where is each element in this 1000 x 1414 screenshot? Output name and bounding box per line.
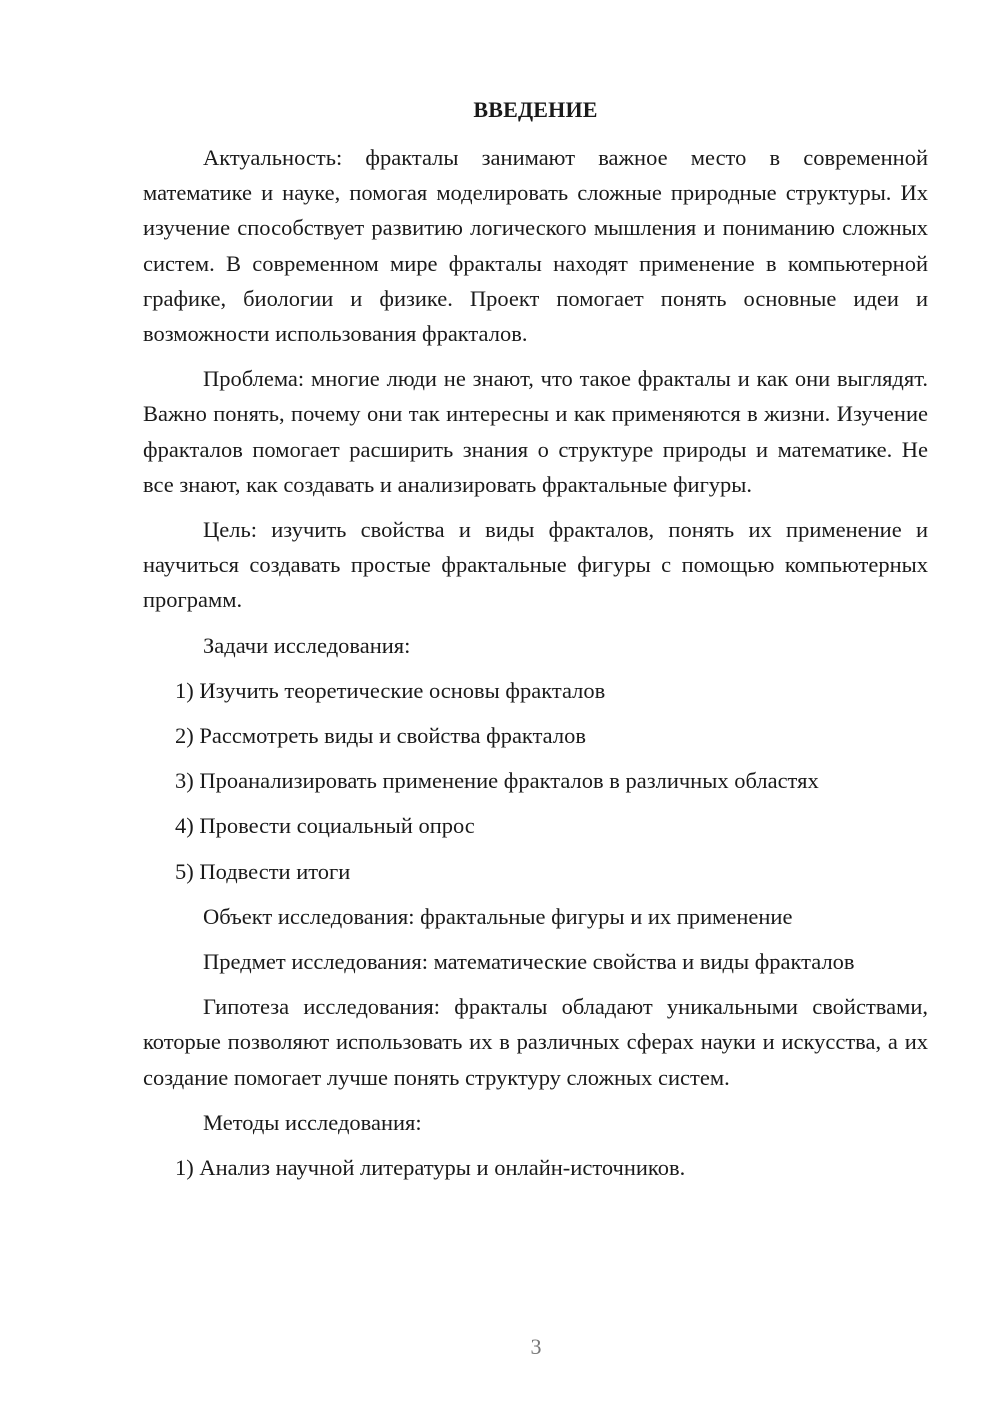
method-item: 1) Анализ научной литературы и онлайн-источников. <box>175 1155 686 1181</box>
task-item: 2) Рассмотреть виды и свойства фракталов <box>175 723 586 749</box>
research-object: Объект исследования: фрактальные фигуры и их применение <box>203 903 793 929</box>
relevance-paragraph: Актуальность: фракталы занимают важное место в современной математике и науке, помогая моделировать сложные природные структуры. Их изучение способствует развитию логического мышления и пониманию сложных систем. В современном мире фракталы находят применение в компьютерной графике, биологии и физике. Проект помогает понять основные идеи и возможности использования фракталов. <box>143 145 928 347</box>
document-body <box>143 94 928 1195</box>
task-item: 5) Подвести итоги <box>175 858 351 884</box>
section-title: ВВЕДЕНИЕ <box>473 97 598 122</box>
page-number: 3 <box>530 1334 542 1359</box>
task-item: 1) Изучить теоретические основы фракталов <box>175 677 606 703</box>
research-subject: Предмет исследования: математические свойства и виды фракталов <box>203 949 855 975</box>
goal-paragraph: Цель: изучить свойства и виды фракталов, понять их применение и научиться создавать простые фрактальные фигуры с помощью компьютерных программ. <box>143 517 928 613</box>
methods-heading: Методы исследования: <box>203 1109 422 1135</box>
task-item: 4) Провести социальный опрос <box>175 813 475 839</box>
hypothesis-paragraph: Гипотеза исследования: фракталы обладают уникальными свойствами, которые позволяют использовать их в различных сферах науки и искусства, а их создание помогает лучше понять структуру сложных систем. <box>143 994 928 1090</box>
tasks-heading: Задачи исследования: <box>203 632 411 658</box>
problem-paragraph: Проблема: многие люди не знают, что такое фракталы и как они выглядят. Важно понять, почему они так интересны и как применяются в жизни. Изучение фракталов помогает расширить знания о структуре природы и математике. Не все знают, как создавать и анализировать фрактальные фигуры. <box>143 366 928 497</box>
task-item: 3) Проанализировать применение фракталов в различных областях <box>175 768 819 794</box>
